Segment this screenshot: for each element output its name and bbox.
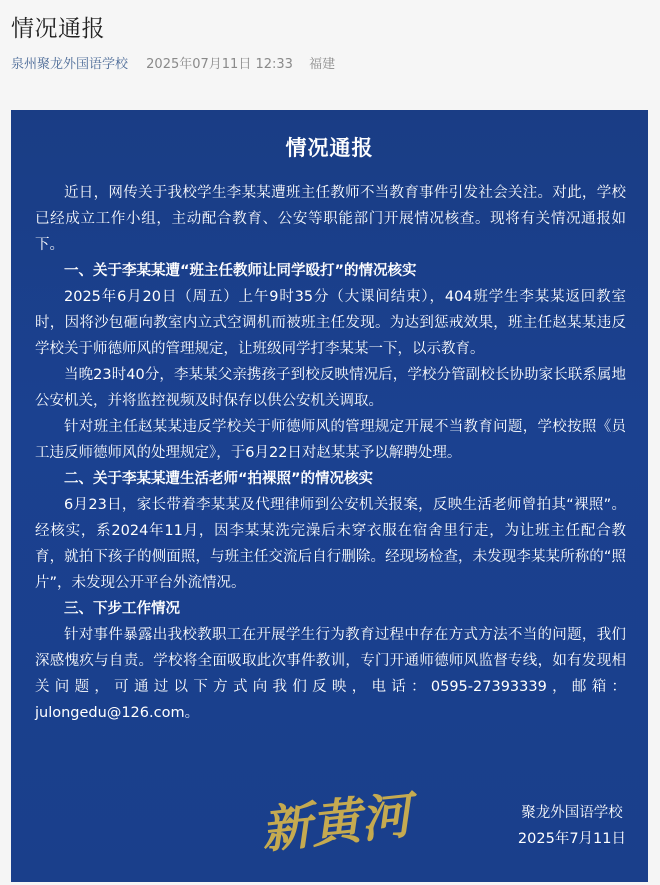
publish-region: 福建	[309, 57, 336, 72]
intro-paragraph: 近日，网传关于我校学生李某某遭班主任教师不当教育事件引发社会关注。对此，学校已经成立工作小组，主动配合教育、公安等职能部门开展情况核查。现将有关情况通报如下。	[35, 185, 626, 253]
signature-org: 聚龙外国语学校	[521, 805, 623, 821]
section-heading-1: 一、关于李某某遭“班主任教师让同学殴打”的情况核实	[64, 263, 417, 279]
paragraph: 当晚23时40分，李某某父亲携孩子到校反映情况后，学校分管副校长协助家长联系属地公安机关，并将监控视频及时保存以供公安机关调取。	[35, 367, 626, 409]
watermark-logo	[251, 778, 421, 868]
paragraph: 针对事件暴露出我校教职工在开展学生行为教育过程中存在方式方法不当的问题，我们深感愧疚与自责。学校将全面吸取此次事件教训，专门开通师德师风监督专线，如有发现相关问题，可通过以下方式向我们反映，电话：0595-27393339，邮箱：julongedu@126.com。	[35, 627, 626, 721]
publish-datetime: 2025年07月11日 12:33	[146, 57, 293, 72]
paragraph: 6月23日，家长带着李某某及代理律师到公安机关报案，反映生活老师曾拍其“裸照”。经核实，系2024年11月，因李某某洗完澡后未穿衣服在宿舍里行走，为让班主任配合教育，就拍下孩子的侧面照，与班主任交流后自行删除。经现场检查，未发现李某某所称的“照片”，未发现公开平台外流情况。	[35, 497, 626, 591]
paragraph: 针对班主任赵某某违反学校关于师德师风的管理规定开展不当教育问题，学校按照《员工违反师德师风的处理规定》，于6月22日对赵某某予以解聘处理。	[35, 419, 626, 461]
article-header	[0, 0, 660, 100]
article-meta	[11, 53, 335, 72]
signature-date: 2025年7月11日	[517, 831, 626, 847]
paragraph: 2025年6月20日（周五）上午9时35分（大课间结束），404班学生李某某返回教室时，因将沙包砸向教室内立式空调机而被班主任发现。为达到惩戒效果，班主任赵某某违反学校关于师德师风的管理规定，让班级同学打李某某一下，以示教育。	[35, 289, 626, 357]
notice-body	[35, 180, 626, 726]
section-heading-3: 三、下步工作情况	[64, 601, 180, 617]
signature-block	[518, 800, 626, 852]
svg-text:新黄河: 新黄河	[258, 785, 414, 860]
account-name-link[interactable]: 泉州聚龙外国语学校	[11, 57, 129, 72]
notice-title: 情况通报	[285, 136, 374, 160]
notice-image	[11, 110, 648, 882]
section-heading-2: 二、关于李某某遭生活老师“拍裸照”的情况核实	[64, 471, 374, 487]
article-title: 情况通报	[11, 16, 105, 42]
